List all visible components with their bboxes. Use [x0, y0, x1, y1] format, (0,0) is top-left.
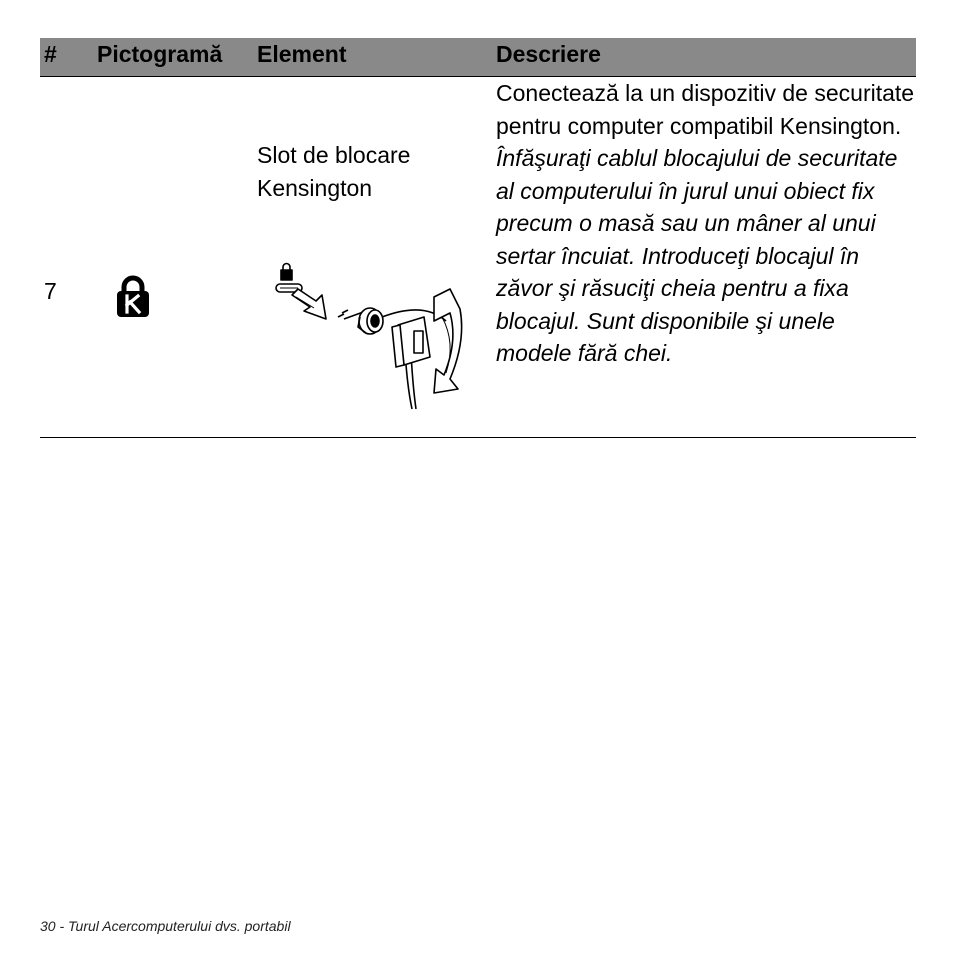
description-text: Conectează la un dispozitiv de securitate pentru computer compatibil Kensington.: [496, 80, 915, 139]
page-footer: 30 - Turul Acercomputerului dvs. portabil: [40, 918, 291, 934]
header-description: Descriere: [496, 41, 601, 67]
header-element: Element: [257, 41, 347, 67]
row-number: 7: [44, 278, 57, 304]
description-italic-text: Înfăşuraţi cablul blocajului de securitate al computerului în jurul unui obiect fix precum o masă sau un mâner al unui sertar încuiat. Introduceţi blocajul în zăvor şi răsuciţi cheia pentru a fixa blocajul. Sunt disponibile şi unele modele fără chei.: [496, 145, 898, 366]
table-row: [40, 77, 916, 438]
feature-table: [40, 38, 916, 438]
element-name: Slot de blocare Kensington: [257, 142, 411, 201]
kensington-lock-illustration: [274, 261, 466, 411]
table-header: [40, 38, 916, 77]
row-description: [496, 77, 916, 370]
header-icon: Pictogramă: [97, 41, 223, 67]
header-number: #: [44, 41, 57, 67]
kensington-lock-icon: [116, 274, 150, 318]
